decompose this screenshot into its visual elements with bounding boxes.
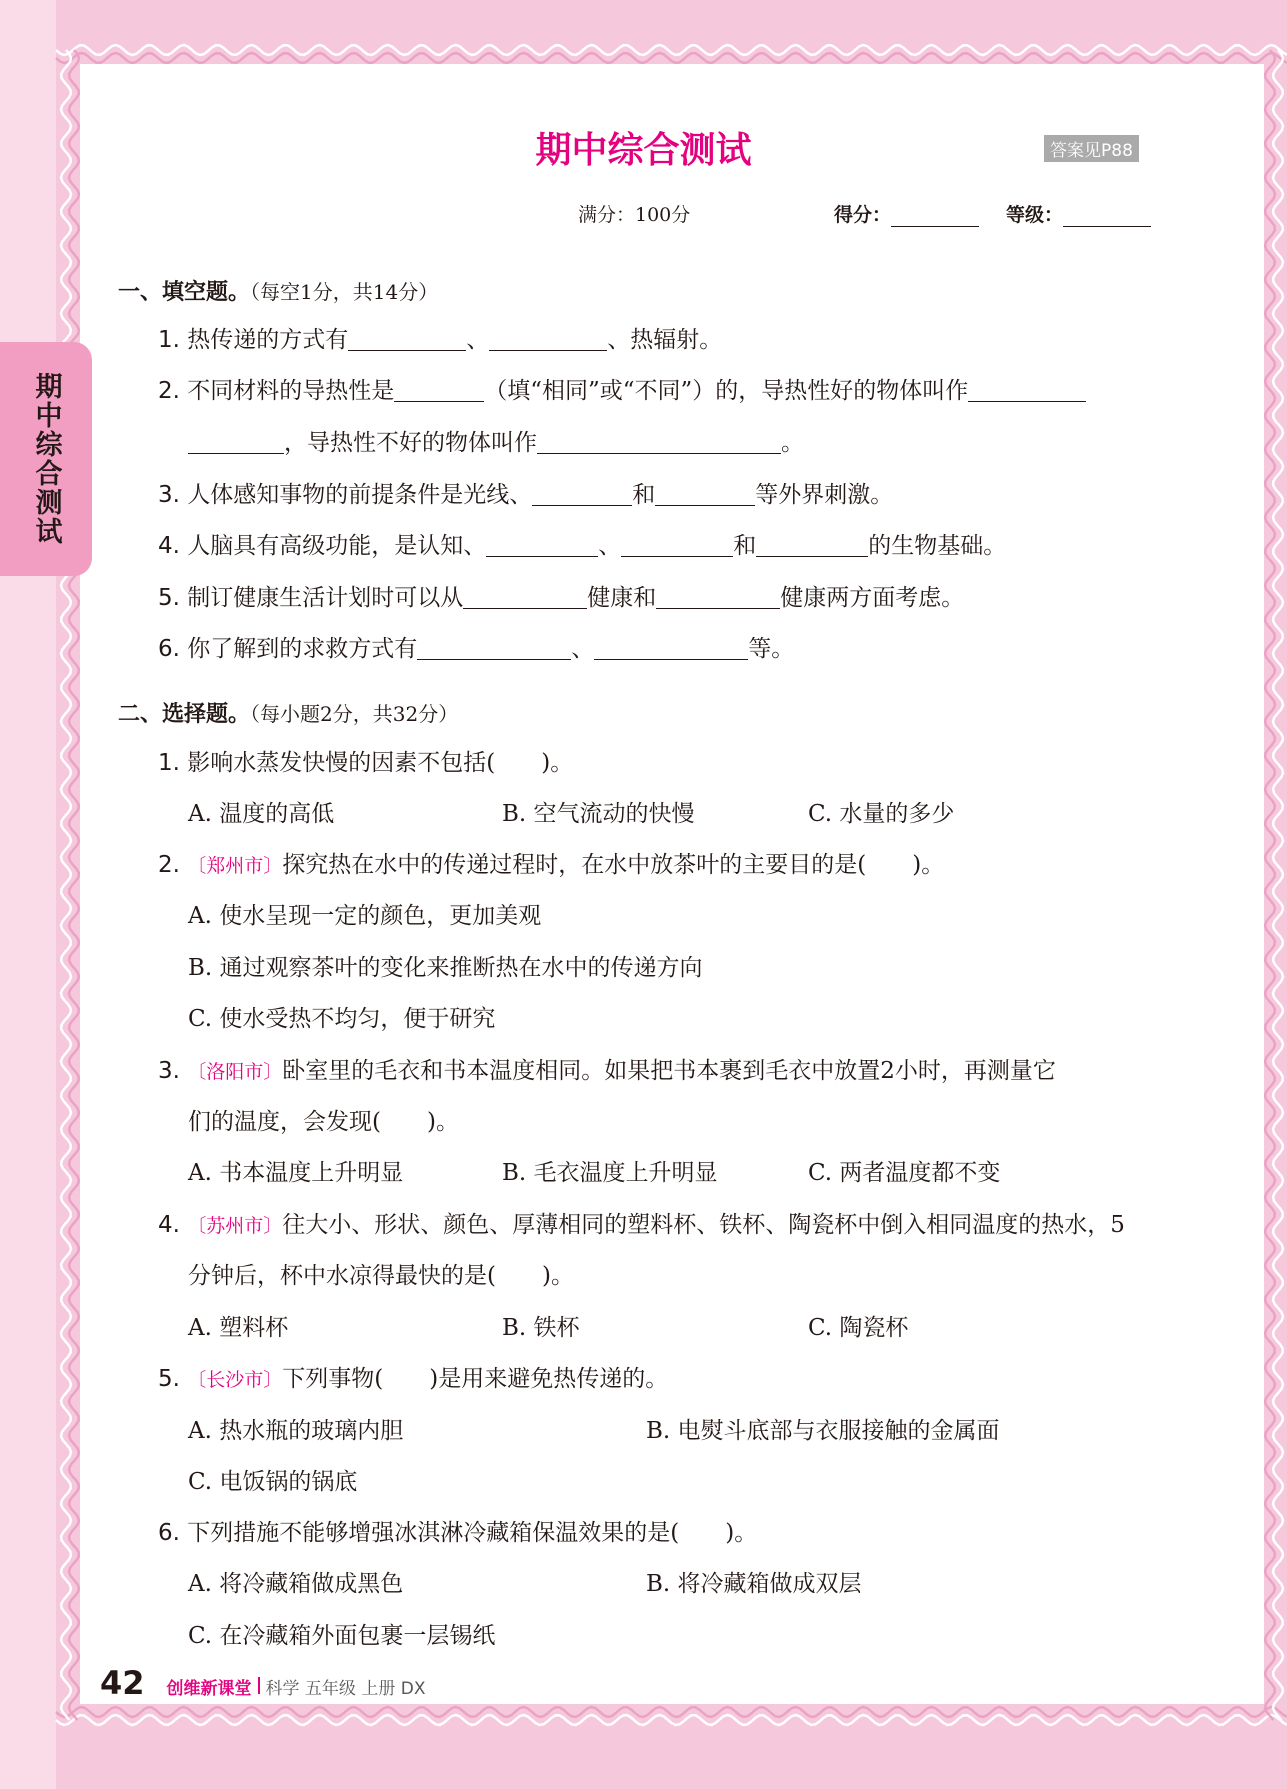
option-c[interactable]: C. 使水受热不均匀，便于研究 [188,1006,496,1032]
option-b[interactable]: B. 通过观察茶叶的变化来推断热在水中的传递方向 [188,955,703,981]
question-text: 热传递的方式有 [187,327,349,353]
question-text: ，导热性不好的物体叫作 [284,430,537,456]
question-number: 2. [158,378,180,404]
answer-reference-tag: 答案见P88 [1044,135,1139,162]
fill-question-3 [158,480,893,510]
grade-label: 等级： [1006,204,1064,226]
question-number: 1. [158,327,180,353]
choice-question-4-cont: 分钟后，杯中水凉得最快的是( )。 [188,1263,574,1289]
question-text: 。 [781,430,804,456]
question-text: （填“相同”或“不同”）的，导热性好的物体叫作 [484,378,969,404]
city-tag: 〔洛阳市〕 [187,1061,283,1083]
answer-blank[interactable] [655,481,755,506]
side-tab [0,342,92,576]
choice-question-4 [158,1210,1125,1241]
question-number: 4. [158,1212,180,1238]
fill-question-2-cont [188,428,804,458]
answer-blank[interactable] [463,584,587,609]
choice-question-3-cont: 们的温度，会发现( )。 [188,1109,459,1135]
option-b[interactable]: B. 空气流动的快慢 [502,801,695,827]
score-field [834,200,979,227]
answer-blank[interactable] [621,532,733,557]
section2-heading [118,697,458,728]
answer-blank[interactable] [968,377,1086,402]
section1-note: （每空1分，共14分） [250,280,439,304]
question-text: 往大小、形状、颜色、厚薄相同的塑料杯、铁杯、陶瓷杯中倒入相同温度的热水，5 [282,1212,1125,1238]
page-number: 42 [100,1664,145,1702]
answer-blank[interactable] [348,326,466,351]
question-text: 健康和 [587,585,657,611]
answer-blank[interactable] [532,481,632,506]
question-number: 1. [158,750,180,776]
full-marks: 满分：100分 [578,204,691,226]
question-text: 影响水蒸发快慢的因素不包括( )。 [187,750,574,776]
brand-name: 创维新课堂 [166,1679,252,1699]
answer-blank[interactable] [417,635,571,660]
question-text: 、 [466,327,490,353]
question-text: 不同材料的导热性是 [187,378,395,404]
question-text: 、热辐射。 [607,327,723,353]
book-info: 科学 五年级 上册 DX [265,1679,426,1699]
option-a[interactable]: A. 温度的高低 [188,801,335,827]
question-number: 3. [158,1058,180,1084]
question-text: 下列事物( )是用来避免热传递的。 [282,1366,669,1392]
section1-title: 一、填空题。 [118,280,251,305]
page-footer [100,1664,425,1702]
side-tab-label: 期中综合测试 [30,372,62,546]
option-a[interactable]: A. 塑料杯 [188,1315,289,1341]
question-text: 和 [733,533,757,559]
option-c[interactable]: C. 陶瓷杯 [808,1315,909,1341]
question-text: 、 [598,533,622,559]
score-label: 得分： [834,204,892,226]
option-a[interactable]: A. 使水呈现一定的颜色，更加美观 [188,903,542,929]
choice-question-1 [158,748,573,778]
answer-blank[interactable] [656,584,780,609]
answer-blank[interactable] [394,377,484,402]
question-text: 探究热在水中的传递过程时，在水中放茶叶的主要目的是( )。 [282,852,945,878]
option-a[interactable]: A. 热水瓶的玻璃内胆 [188,1418,404,1444]
wave-line [56,1715,1287,1725]
option-b[interactable]: B. 毛衣温度上升明显 [502,1160,718,1186]
option-c[interactable]: C. 水量的多少 [808,801,955,827]
question-text: 下列措施不能够增强冰淇淋冷藏箱保温效果的是( )。 [187,1520,758,1546]
question-text: 你了解到的求救方式有 [187,636,418,662]
wave-line [56,53,1287,63]
option-c[interactable]: C. 两者温度都不变 [808,1160,1001,1186]
section1-heading [118,275,438,306]
fill-question-5 [158,583,964,613]
footer-divider [258,1677,260,1694]
question-number: 3. [158,482,180,508]
choice-question-3 [158,1056,1056,1087]
section2-title: 二、选择题。 [118,702,251,727]
fill-question-4 [158,531,1006,561]
fill-question-1 [158,325,722,355]
question-text: 人脑具有高级功能，是认知、 [187,533,487,559]
question-number: 2. [158,852,180,878]
score-blank[interactable] [891,206,979,227]
paper-sheet [80,64,1264,1704]
option-b[interactable]: B. 电熨斗底部与衣服接触的金属面 [646,1418,1000,1444]
question-number: 6. [158,636,180,662]
answer-blank[interactable] [756,532,868,557]
answer-blank[interactable] [188,429,284,454]
question-number: 4. [158,533,180,559]
question-number: 5. [158,1366,180,1392]
option-a[interactable]: A. 将冷藏箱做成黑色 [188,1571,404,1597]
question-text: 人体感知事物的前提条件是光线、 [187,482,533,508]
option-c[interactable]: C. 在冷藏箱外面包裹一层锡纸 [188,1623,496,1649]
section2-note: （每小题2分，共32分） [250,702,459,726]
grade-blank[interactable] [1063,206,1151,227]
option-b[interactable]: B. 将冷藏箱做成双层 [646,1571,862,1597]
question-text: 和 [632,482,656,508]
question-text: 等外界刺激。 [755,482,894,508]
grade-field [1006,200,1151,227]
choice-question-6 [158,1518,757,1548]
question-text: 的生物基础。 [868,533,1007,559]
answer-blank[interactable] [537,429,781,454]
answer-blank[interactable] [486,532,598,557]
answer-blank[interactable] [594,635,748,660]
city-tag: 〔苏州市〕 [187,1215,283,1237]
option-a[interactable]: A. 书本温度上升明显 [188,1160,404,1186]
answer-blank[interactable] [489,326,607,351]
question-text: 健康两方面考虑。 [780,585,965,611]
fill-question-6 [158,634,794,664]
question-text: 、 [571,636,595,662]
page-title: 期中综合测试 [535,130,752,171]
question-number: 6. [158,1520,180,1546]
question-text: 卧室里的毛衣和书本温度相同。如果把书本裹到毛衣中放置2小时，再测量它 [282,1058,1056,1084]
option-b[interactable]: B. 铁杯 [502,1315,580,1341]
question-text: 制订健康生活计划时可以从 [187,585,464,611]
fill-question-2 [158,376,1086,406]
choice-question-5 [158,1364,668,1395]
question-text: 等。 [748,636,795,662]
city-tag: 〔郑州市〕 [187,855,283,877]
question-number: 5. [158,585,180,611]
option-c[interactable]: C. 电饭锅的锅底 [188,1469,358,1495]
choice-question-2 [158,850,944,881]
city-tag: 〔长沙市〕 [187,1369,283,1391]
